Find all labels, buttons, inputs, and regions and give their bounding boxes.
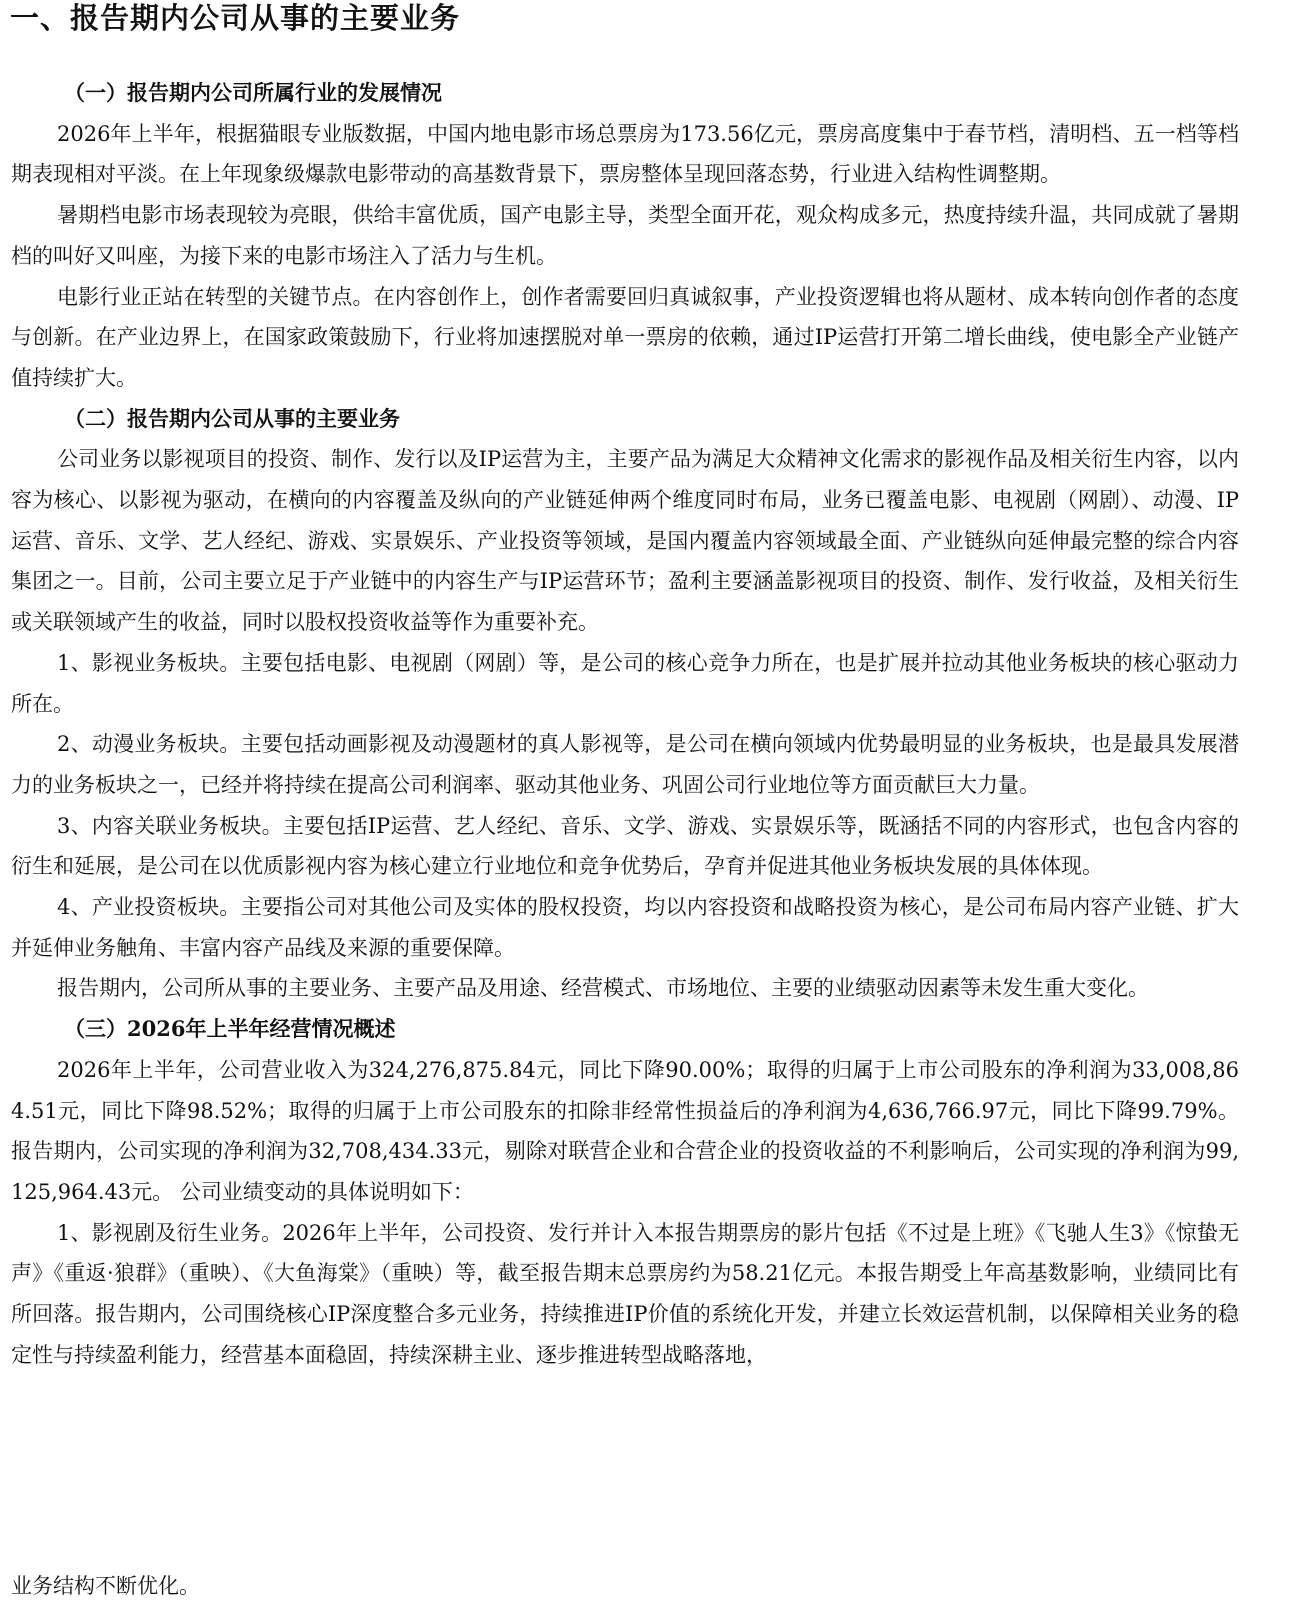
- paragraph-box-office: 2026年上半年，根据猫眼专业版数据，中国内地电影市场总票房为173.56亿元，票房高度集中于春节档，清明档、五一档等档期表现相对平淡。在上年现象级爆款电影带动的高基数背景下，票房整体呈现回落态势，行业进入结构性调整期。: [11, 121, 1239, 187]
- document-body: [11, 73, 1239, 1376]
- paragraph-animation-segment: 2、动漫业务板块。主要包括动画影视及动漫题材的真人影视等，是公司在横向领域内优势最明显的业务板块，也是最具发展潜力的业务板块之一，已经并将持续在提高公司利润率、驱动其他业务、巩固公司行业地位等方面贡献巨大力量。: [11, 732, 1239, 797]
- paragraph-no-major-change: 报告期内，公司所从事的主要业务、主要产品及用途、经营模式、市场地位、主要的业绩驱动因素等未发生重大变化。: [57, 976, 1149, 1001]
- paragraph-investment-segment: 4、产业投资板块。主要指公司对其他公司及实体的股权投资，均以内容投资和战略投资为核心，是公司布局内容产业链、扩大并延伸业务触角、丰富内容产品线及来源的重要保障。: [11, 895, 1239, 960]
- paragraph-summer-season: 暑期档电影市场表现较为亮眼，供给丰富优质，国产电影主导，类型全面开花，观众构成多元，热度持续升温，共同成就了暑期档的叫好又叫座，为接下来的电影市场注入了活力与生机。: [11, 203, 1239, 268]
- cut-off-text-line: 业务结构不断优化。: [11, 1574, 200, 1598]
- paragraph-financial-results: 2026年上半年，公司营业收入为324,276,875.84元，同比下降90.00%；取得的归属于上市公司股东的净利润为33,008,864.51元，同比下降98.52%；取得的归属于上市公司股东的扣除非经常性损益后的净利润为4,636,766.97元，同比下降99.79%。报告期内，公司实现的净利润为32,708,434.33元，剔除对联营企业和合营企业的投资收益的不利影响后，公司实现的净利润为99,125,964.43元。 公司业绩变动的具体说明如下：: [11, 1057, 1239, 1204]
- paragraph-industry-transition: 电影行业正站在转型的关键节点。在内容创作上，创作者需要回归真诚叙事，产业投资逻辑也将从题材、成本转向创作者的态度与创新。在产业边界上，在国家政策鼓励下，行业将加速摆脱对单一票房的依赖，通过IP运营打开第二增长曲线，使电影全产业链产值持续扩大。: [11, 284, 1239, 390]
- paragraph-film-derivative-business: 1、影视剧及衍生业务。2026年上半年，公司投资、发行并计入本报告期票房的影片包括《不过是上班》《飞驰人生3》《惊蛰无声》《重返·狼群》（重映）、《大鱼海棠》（重映）等，截至报告期末总票房约为58.21亿元。本报告期受上年高基数影响，业绩同比有所回落。报告期内，公司围绕核心IP深度整合多元业务，持续推进IP价值的系统化开发，并建立长效运营机制，以保障相关业务的稳定性与持续盈利能力，经营基本面稳固，持续深耕主业、逐步推进转型战略落地，: [11, 1220, 1239, 1367]
- section-heading-industry: （一）报告期内公司所属行业的发展情况: [64, 80, 442, 105]
- section-heading-operations: （三）2026年上半年经营情况概述: [64, 1016, 396, 1042]
- section-heading-main-business: （二）报告期内公司从事的主要业务: [64, 405, 400, 431]
- paragraph-film-tv-segment: 1、影视业务板块。主要包括电影、电视剧（网剧）等，是公司的核心竞争力所在，也是扩展并拉动其他业务板块的核心驱动力所在。: [11, 650, 1239, 716]
- paragraph-business-overview: 公司业务以影视项目的投资、制作、发行以及IP运营为主，主要产品为满足大众精神文化需求的影视作品及相关衍生内容，以内容为核心、以影视为驱动，在横向的内容覆盖及纵向的产业链延伸两个维度同时布局，业务已覆盖电影、电视剧（网剧）、动漫、IP运营、音乐、文学、艺人经纪、游戏、实景娱乐、产业投资等领域，是国内覆盖内容领域最全面、产业链纵向延伸最完整的综合内容集团之一。目前，公司主要立足于产业链中的内容生产与IP运营环节；盈利主要涵盖影视项目的投资、制作、发行收益，及相关衍生或关联领域产生的收益，同时以股权投资收益等作为重要补充。: [11, 447, 1239, 635]
- paragraph-content-related-segment: 3、内容关联业务板块。主要包括IP运营、艺人经纪、音乐、文学、游戏、实景娱乐等，既涵括不同的内容形式，也包含内容的衍生和延展，是公司在以优质影视内容为核心建立行业地位和竞争优势后，孕育并促进其他业务板块发展的具体体现。: [11, 813, 1239, 879]
- page-title: 一、报告期内公司从事的主要业务: [10, 1, 461, 35]
